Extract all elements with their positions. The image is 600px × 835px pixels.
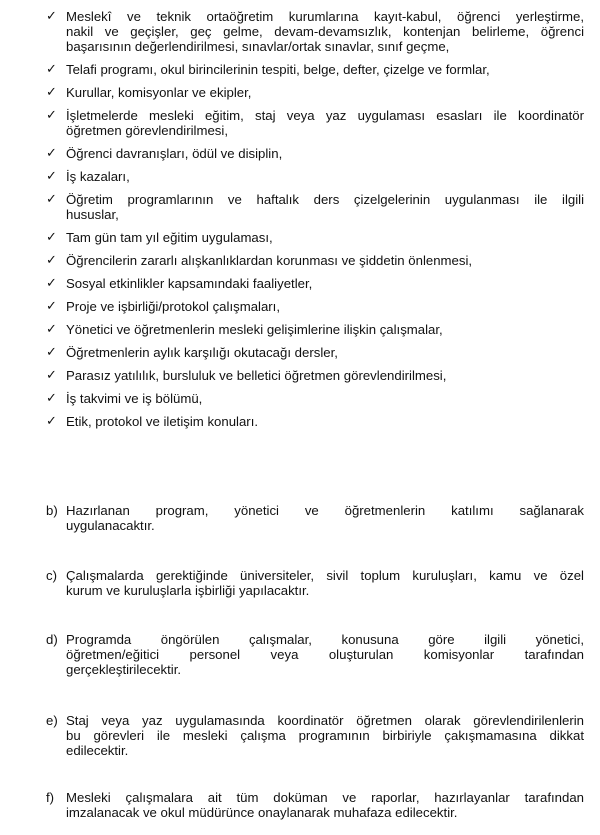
text-line: Proje ve işbirliği/protokol çalışmaları, <box>66 299 281 314</box>
text-line: İşletmelerde mesleki eğitim, staj veya yaz uygulaması esasları ile koordinatör <box>66 108 584 123</box>
list-item <box>46 108 584 138</box>
text-line: uygulanacaktır. <box>66 518 155 533</box>
list-item <box>46 169 584 184</box>
paragraph-letter: e) <box>46 713 58 728</box>
text-line: Çalışmalarda gerektiğinde üniversiteler, sivil toplum kuruluşları, kamu ve özel <box>66 568 584 583</box>
list-item <box>46 345 584 360</box>
list-item-text <box>66 169 584 184</box>
text-line: Meslekî ve teknik ortaöğretim kurumlarına kayıt-kabul, öğrenci yerleştirme, <box>66 9 584 24</box>
checkmark-icon: ✓ <box>46 62 57 77</box>
checkmark-icon: ✓ <box>46 414 57 429</box>
paragraph-text <box>66 632 584 677</box>
list-item-text <box>66 345 584 360</box>
checkmark-icon: ✓ <box>46 192 57 207</box>
list-item-text <box>66 146 584 161</box>
checkmark-icon: ✓ <box>46 9 57 24</box>
text-line: Kurullar, komisyonlar ve ekipler, <box>66 85 252 100</box>
list-item-text <box>66 253 584 268</box>
text-line: öğretmen/eğitici personel veya oluşturulan komisyonlar tarafından <box>66 647 584 662</box>
text-line: İş takvimi ve iş bölümü, <box>66 391 203 406</box>
list-item <box>46 85 584 100</box>
paragraph-d <box>46 632 584 677</box>
text-line: bu görevleri ile mesleki çalışma programının birbiriyle çakışmamasına dikkat <box>66 728 584 743</box>
text-line: Programda öngörülen çalışmalar, konusuna göre ilgili yönetici, <box>66 632 584 647</box>
text-line: Mesleki çalışmalara ait tüm doküman ve raporlar, hazırlayanlar tarafından <box>66 790 584 805</box>
paragraph-b <box>46 503 584 533</box>
checkmark-icon: ✓ <box>46 299 57 314</box>
paragraph-text <box>66 503 584 533</box>
list-item-text <box>66 276 584 291</box>
list-item <box>46 368 584 383</box>
list-item <box>46 299 584 314</box>
list-item-text <box>66 299 584 314</box>
list-item-text <box>66 62 584 77</box>
checkmark-icon: ✓ <box>46 169 57 184</box>
list-item <box>46 253 584 268</box>
text-line: kurum ve kuruluşlarla işbirliği yapılacaktır. <box>66 583 310 598</box>
text-line: Öğretim programlarının ve haftalık ders çizelgelerinin uygulanması ile ilgili <box>66 192 584 207</box>
paragraph-f <box>46 790 584 820</box>
text-line: başarısının değerlendirilmesi, sınavlar/ortak sınavlar, sınıf geçme, <box>66 39 450 54</box>
list-item-text <box>66 108 584 138</box>
text-line: gerçekleştirilecektir. <box>66 662 182 677</box>
checkmark-icon: ✓ <box>46 253 57 268</box>
text-line: Öğrencilerin zararlı alışkanlıklardan korunması ve şiddetin önlenmesi, <box>66 253 473 268</box>
list-item <box>46 391 584 406</box>
paragraph-text <box>66 568 584 598</box>
paragraph-c <box>46 568 584 598</box>
list-item <box>46 322 584 337</box>
paragraph-letter: c) <box>46 568 57 583</box>
checkmark-icon: ✓ <box>46 146 57 161</box>
text-line: Öğrenci davranışları, ödül ve disiplin, <box>66 146 283 161</box>
text-line: Sosyal etkinlikler kapsamındaki faaliyetler, <box>66 276 313 291</box>
list-item <box>46 192 584 222</box>
text-line: Tam gün tam yıl eğitim uygulaması, <box>66 230 273 245</box>
paragraph-e <box>46 713 584 758</box>
text-line: Etik, protokol ve iletişim konuları. <box>66 414 259 429</box>
paragraph-text <box>66 713 584 758</box>
checkmark-icon: ✓ <box>46 345 57 360</box>
text-line: Telafi programı, okul birincilerinin tespiti, belge, defter, çizelge ve formlar, <box>66 62 490 77</box>
text-line: Hazırlanan program, yönetici ve öğretmenlerin katılımı sağlanarak <box>66 503 584 518</box>
list-item-text <box>66 85 584 100</box>
text-line: Staj veya yaz uygulamasında koordinatör öğretmen olarak görevlendirilenlerin <box>66 713 584 728</box>
list-item <box>46 276 584 291</box>
checkmark-icon: ✓ <box>46 276 57 291</box>
checkmark-icon: ✓ <box>46 368 57 383</box>
list-item-text <box>66 192 584 222</box>
text-line: öğretmen görevlendirilmesi, <box>66 123 228 138</box>
paragraph-letter: b) <box>46 503 58 518</box>
text-line: imzalanacak ve okul müdürünce onaylanarak muhafaza edilecektir. <box>66 805 458 820</box>
list-item <box>46 230 584 245</box>
paragraph-text <box>66 790 584 820</box>
paragraph-letter: f) <box>46 790 55 805</box>
checklist <box>46 9 584 437</box>
text-line: Yönetici ve öğretmenlerin mesleki gelişimlerine ilişkin çalışmalar, <box>66 322 443 337</box>
checkmark-icon: ✓ <box>46 230 57 245</box>
checkmark-icon: ✓ <box>46 85 57 100</box>
list-item-text <box>66 368 584 383</box>
checkmark-icon: ✓ <box>46 108 57 123</box>
text-line: Parasız yatılılık, bursluluk ve belletici öğretmen görevlendirilmesi, <box>66 368 447 383</box>
text-line: edilecektir. <box>66 743 129 758</box>
checkmark-icon: ✓ <box>46 322 57 337</box>
paragraph-letter: d) <box>46 632 58 647</box>
list-item <box>46 146 584 161</box>
list-item-text <box>66 230 584 245</box>
text-line: hususlar, <box>66 207 119 222</box>
text-line: Öğretmenlerin aylık karşılığı okutacağı dersler, <box>66 345 338 360</box>
text-line: İş kazaları, <box>66 169 130 184</box>
list-item-text <box>66 322 584 337</box>
list-item-text <box>66 391 584 406</box>
list-item-text <box>66 414 584 429</box>
text-line: nakil ve geçişler, geç gelme, devam-devamsızlık, kontenjan belirleme, öğrenci <box>66 24 584 39</box>
list-item-text <box>66 9 584 54</box>
list-item <box>46 62 584 77</box>
checkmark-icon: ✓ <box>46 391 57 406</box>
list-item <box>46 414 584 429</box>
list-item <box>46 9 584 54</box>
